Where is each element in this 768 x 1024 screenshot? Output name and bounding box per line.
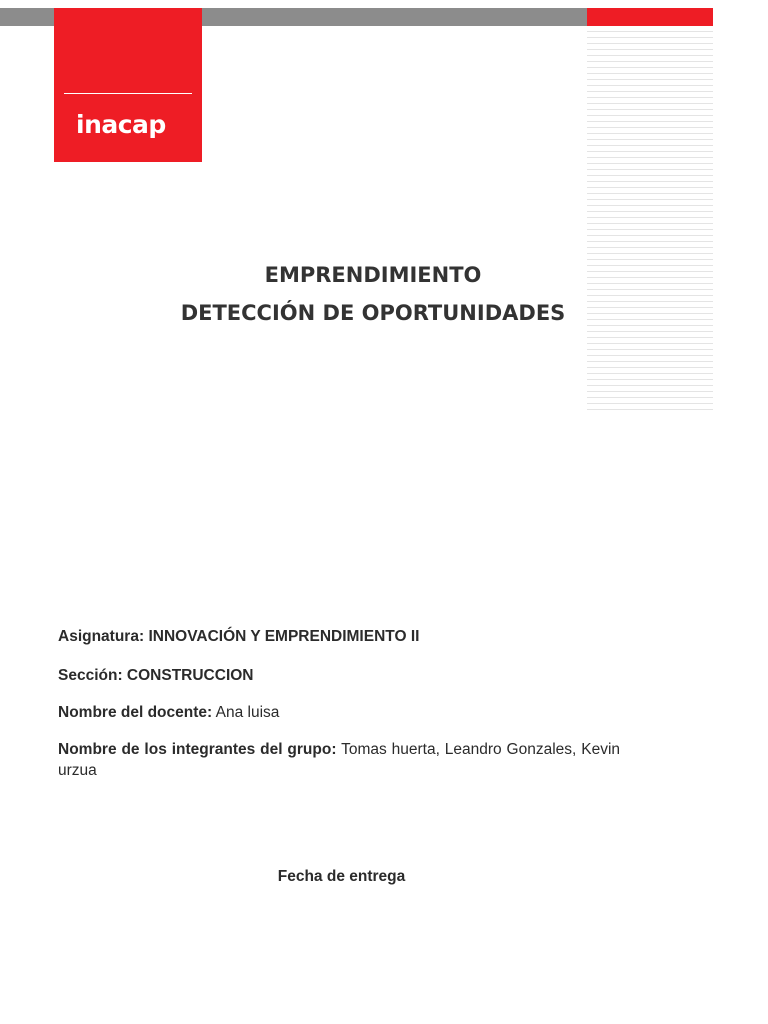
document-title xyxy=(0,256,746,332)
asignatura-value: INNOVACIÓN Y EMPRENDIMIENTO II xyxy=(148,628,420,645)
integrantes-label: Nombre de los integrantes del grupo: xyxy=(58,741,337,758)
inacap-logo xyxy=(54,8,202,162)
logo-divider xyxy=(64,93,192,94)
asignatura-label: Asignatura: xyxy=(58,628,145,645)
integrantes-value: Tomas huerta, Leandro Gonzales, Kevin urzua xyxy=(58,741,621,779)
logo-text: inacap xyxy=(76,110,166,139)
seccion-row xyxy=(58,665,620,686)
integrantes-row xyxy=(58,739,620,781)
top-red-bar xyxy=(587,8,713,26)
asignatura-row xyxy=(58,626,620,647)
title-line-1: EMPRENDIMIENTO xyxy=(264,263,482,287)
seccion-label: Sección: xyxy=(58,667,123,684)
decorative-stripes xyxy=(587,26,713,414)
title-line-2: DETECCIÓN DE OPORTUNIDADES xyxy=(180,301,566,325)
seccion-value: CONSTRUCCION xyxy=(126,667,254,684)
docente-value: Ana luisa xyxy=(215,704,280,721)
docente-row xyxy=(58,702,620,723)
docente-label: Nombre del docente: xyxy=(58,704,213,721)
fecha-entrega-label: Fecha de entrega xyxy=(277,868,406,885)
